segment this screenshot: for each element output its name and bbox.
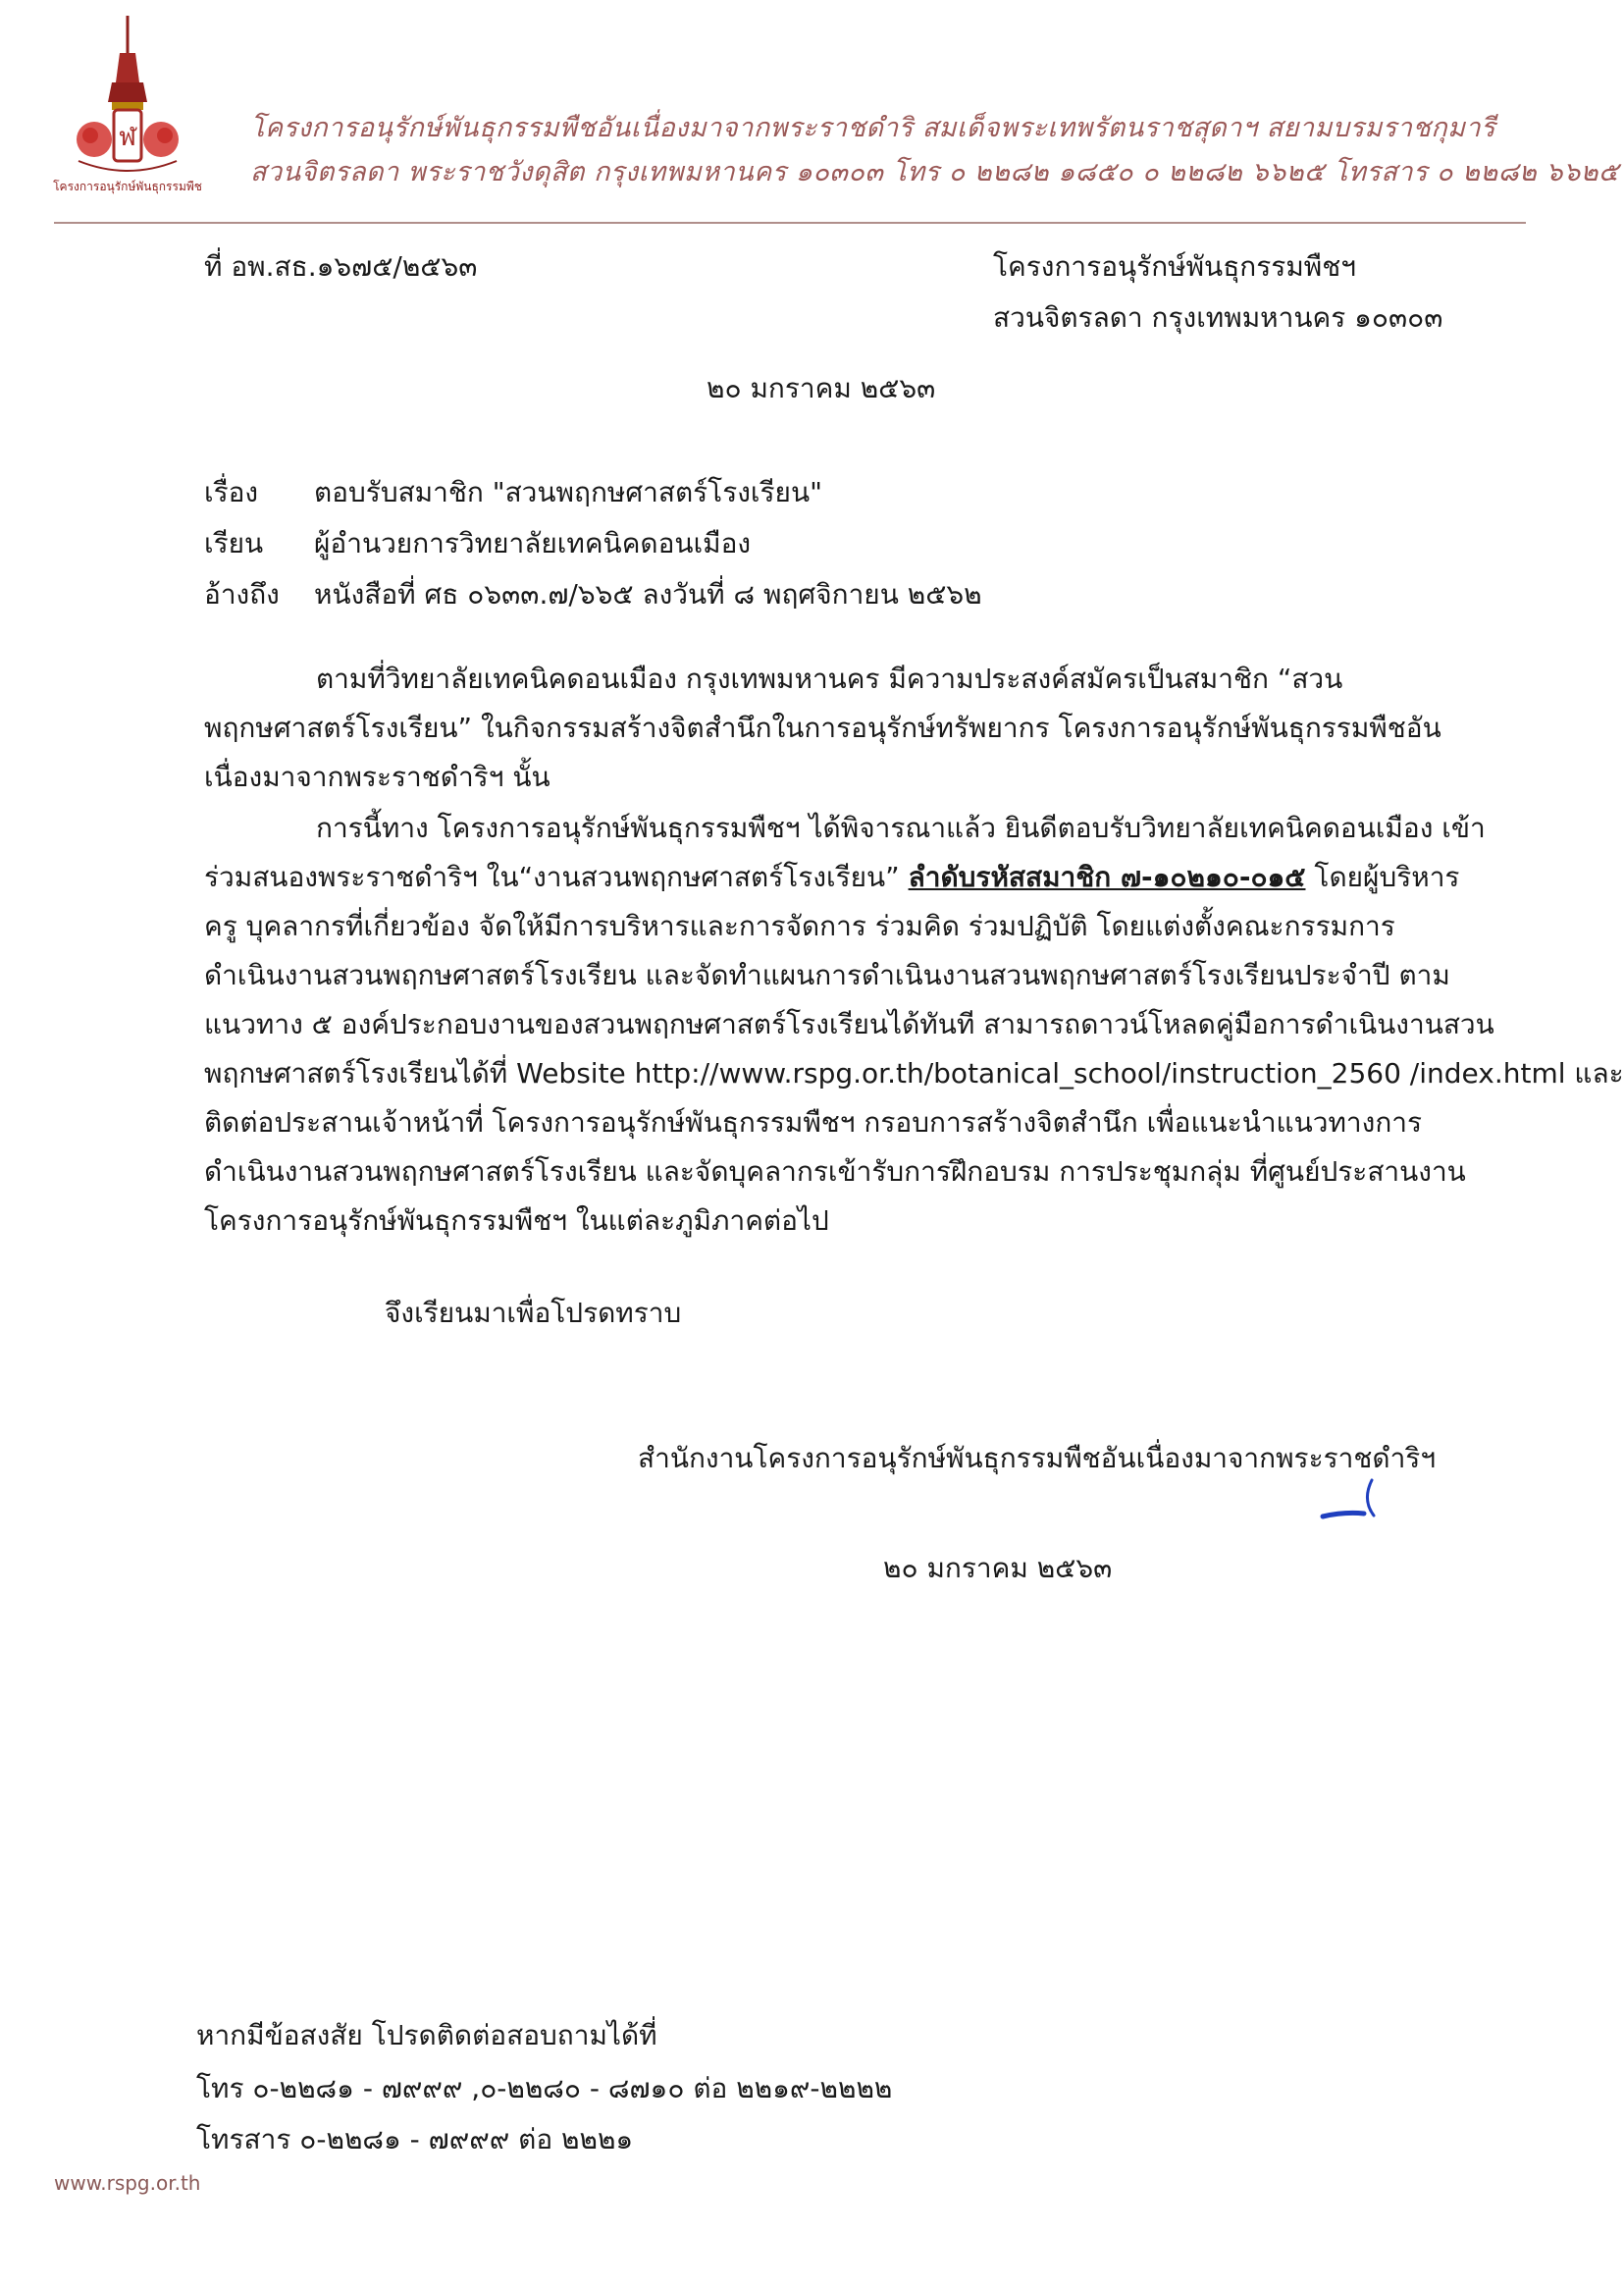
- paragraph-2-line: แนวทาง ๕ องค์ประกอบงานของสวนพฤกษศาสตร์โรงเรียนได้ทันที สามารถดาวน์โหลดคู่มือการดำเนินงานสวน: [204, 1008, 1494, 1040]
- paragraph-2-line: ครู บุคลากรที่เกี่ยวข้อง จัดให้มีการบริหารและการจัดการ ร่วมคิด ร่วมปฏิบัติ โดยแต่งตั้งคณะกรรมการ: [204, 910, 1395, 942]
- sender-org-name: โครงการอนุรักษ์พันธุกรรมพืชฯ: [993, 250, 1356, 283]
- paragraph-1-line: พฤกษศาสตร์โรงเรียน” ในกิจกรรมสร้างจิตสำนึกในการอนุรักษ์ทรัพยากร โครงการอนุรักษ์พันธุกรรมพืชอัน: [204, 712, 1441, 744]
- paragraph-2-line: ดำเนินงานสวนพฤกษศาสตร์โรงเรียน และจัดทำแผนการดำเนินงานสวนพฤกษศาสตร์โรงเรียนประจำปี ตาม: [204, 959, 1450, 991]
- letterhead-line-1: โครงการอนุรักษ์พันธุกรรมพืชอันเนื่องมาจากพระราชดำริ สมเด็จพระเทพรัตนราชสุดาฯ สยามบรมราชกุมารี: [250, 113, 1496, 143]
- reference-label: อ้างถึง: [204, 578, 280, 611]
- paragraph-1-line: ตามที่วิทยาลัยเทคนิคดอนเมือง กรุงเทพมหานคร มีความประสงค์สมัครเป็นสมาชิก “สวน: [316, 663, 1343, 695]
- paragraph-2-line: โครงการอนุรักษ์พันธุกรรมพืชฯ ในแต่ละภูมิภาคต่อไป: [204, 1204, 829, 1237]
- paragraph-2-line: การนี้ทาง โครงการอนุรักษ์พันธุกรรมพืชฯ ได้พิจารณาแล้ว ยินดีตอบรับวิทยาลัยเทคนิคดอนเมือง เข้า: [316, 812, 1486, 844]
- paragraph-2-line: [204, 860, 1460, 895]
- signature-mark: [1315, 1463, 1393, 1531]
- closing-phrase: จึงเรียนมาเพื่อโปรดทราบ: [385, 1297, 682, 1329]
- signature-date: ๒๐ มกราคม ๒๕๖๓: [883, 1552, 1113, 1584]
- paragraph-2-text: โดยผู้บริหาร: [1314, 861, 1460, 893]
- paragraph-1-line: เนื่องมาจากพระราชดำริฯ นั้น: [204, 761, 550, 793]
- letterhead-line-2: สวนจิตรลดา พระราชวังดุสิต กรุงเทพมหานคร ๑๐๓๐๓ โทร ๐ ๒๒๘๒ ๑๘๕๐ ๐ ๒๒๘๒ ๖๖๒๕ โทรสาร ๐ ๒๒๘๒ ๖๖๒๕: [250, 157, 1619, 187]
- logo-caption: โครงการอนุรักษ์พันธุกรรมพืช: [53, 180, 202, 193]
- reference-number: ที่ อพ.สธ.๑๖๗๕/๒๕๖๓: [204, 250, 478, 283]
- rspg-logo: [53, 14, 202, 202]
- sender-org-address: สวนจิตรลดา กรุงเทพมหานคร ๑๐๓๐๓: [993, 301, 1443, 334]
- paragraph-2-line: ติดต่อประสานเจ้าหน้าที่ โครงการอนุรักษ์พันธุกรรมพืชฯ กรอบการสร้างจิตสำนึก เพื่อแนะนำแนวทางการ: [204, 1106, 1423, 1139]
- reference-value: หนังสือที่ ศธ ๐๖๓๓.๗/๖๖๕ ลงวันที่ ๘ พฤศจิกายน ๒๕๖๒: [314, 578, 982, 611]
- svg-text:ฬ: ฬ: [119, 123, 136, 152]
- signing-office: สำนักงานโครงการอนุรักษ์พันธุกรรมพืชอันเนื่องมาจากพระราชดำริฯ: [638, 1442, 1437, 1474]
- letterhead-divider: [54, 222, 1526, 224]
- footer-website-link[interactable]: www.rspg.or.th: [54, 2171, 201, 2195]
- subject-value: ตอบรับสมาชิก "สวนพฤกษศาสตร์โรงเรียน": [314, 476, 822, 508]
- recipient-label: เรียน: [204, 527, 264, 559]
- subject-label: เรื่อง: [204, 476, 259, 508]
- letter-date: ๒๐ มกราคม ๒๕๖๓: [707, 372, 936, 404]
- paragraph-2-text: ร่วมสนองพระราชดำริฯ ใน“งานสวนพฤกษศาสตร์โรงเรียน”: [204, 861, 900, 893]
- recipient-value: ผู้อำนวยการวิทยาลัยเทคนิคดอนเมือง: [314, 527, 752, 559]
- contact-phone: โทร ๐-๒๒๘๑ - ๗๙๙๙ ,๐-๒๒๘๐ - ๘๗๑๐ ต่อ ๒๒๑๙-๒๒๒๒: [196, 2072, 893, 2104]
- contact-fax: โทรสาร ๐-๒๒๘๑ - ๗๙๙๙ ต่อ ๒๒๒๑: [196, 2123, 634, 2155]
- paragraph-2-line: ดำเนินงานสวนพฤกษศาสตร์โรงเรียน และจัดบุคลากรเข้ารับการฝึกอบรม การประชุมกลุ่ม ที่ศูนย์ประสานงาน: [204, 1155, 1466, 1188]
- paragraph-2-line: พฤกษศาสตร์โรงเรียนได้ที่ Website http://www.rspg.or.th/botanical_school/instruction_2560 /index.html และ: [204, 1057, 1624, 1090]
- member-code: ลำดับรหัสสมาชิก ๗-๑๐๒๑๐-๐๑๕: [908, 861, 1306, 893]
- contact-intro: หากมีข้อสงสัย โปรดติดต่อสอบถามได้ที่: [196, 2019, 657, 2051]
